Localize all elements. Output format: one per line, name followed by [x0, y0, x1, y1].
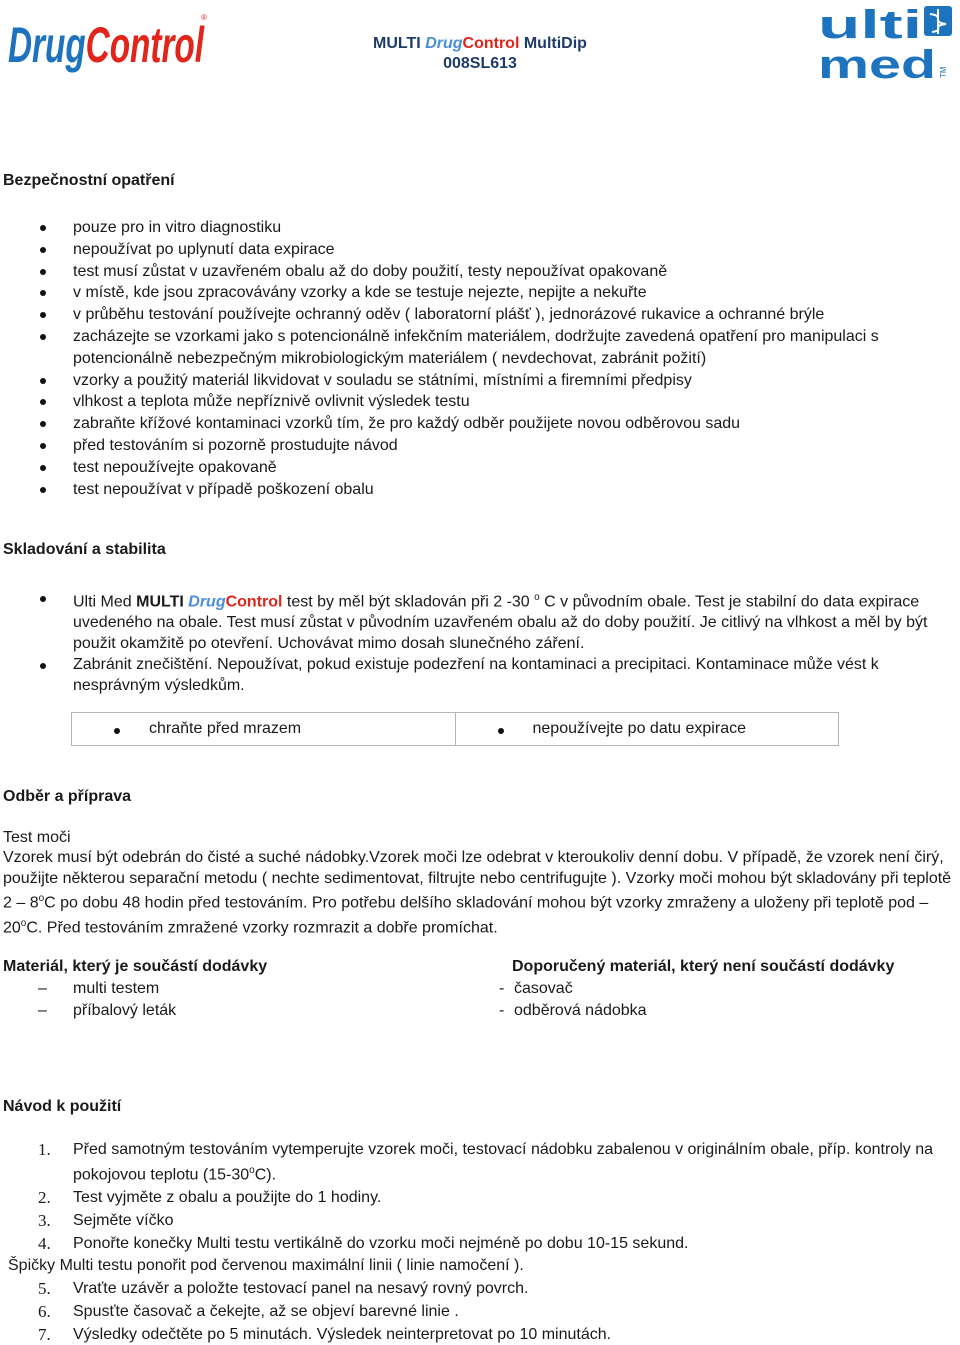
- bullet-icon: [40, 290, 46, 296]
- collection-subheading: Test moči: [3, 829, 71, 846]
- table-cell: chraňte před mrazem: [72, 713, 455, 745]
- table-cell: nepoužívejte po datu expirace: [455, 713, 839, 745]
- list-item: před testováním si pozorně prostudujte návod: [40, 435, 950, 457]
- safety-heading: Bezpečnostní opatření: [3, 172, 175, 189]
- bullet-icon: [40, 465, 46, 471]
- logo-med-text: med: [818, 43, 936, 80]
- included-item: – multi testem: [38, 980, 160, 997]
- instructions-steps: [8, 1139, 953, 1345]
- bullet-icon: [40, 443, 46, 449]
- safety-list: [40, 217, 950, 500]
- storage-list: [40, 588, 950, 696]
- bullet-icon: [40, 399, 46, 405]
- bullet-icon: [40, 334, 46, 340]
- step-item: 3. Sejměte víčko: [38, 1211, 174, 1231]
- bullet-icon: [40, 225, 46, 231]
- bullet-icon: [114, 728, 120, 734]
- bullet-icon: [498, 728, 504, 734]
- bullet-icon: [40, 312, 46, 318]
- logo-drug-text: Drug: [8, 17, 125, 73]
- svg-text:DrugControl: [8, 17, 205, 73]
- list-item: v místě, kde jsou zpracovávány vzorky a kde se testuje nejezte, nepijte a nekuřte: [40, 282, 950, 304]
- recommended-materials-heading: Doporučený materiál, který není součástí dodávky: [512, 958, 895, 975]
- logo-control-text: Cont: [85, 17, 200, 73]
- included-materials-heading: Materiál, který je součástí dodávky: [3, 958, 268, 975]
- list-item: vlhkost a teplota může nepříznivě ovlivnit výsledek testu: [40, 391, 950, 413]
- logo-ulti-text: ulti: [818, 4, 922, 47]
- trademark-mark: TM: [939, 66, 948, 78]
- bullet-icon: [40, 487, 46, 493]
- list-item: zabraňte křížové kontaminaci vzorků tím, že pro každý odběr použijete novou odběrovou sadu: [40, 413, 950, 435]
- bullet-icon: [40, 378, 46, 384]
- list-item: vzorky a použitý materiál likvidovat v souladu se státními, místními a firemními předpisy: [40, 370, 950, 392]
- list-item: pouze pro in vitro diagnostiku: [40, 217, 950, 239]
- list-item: Zabránit znečištění. Nepoužívat, pokud existuje podezření na kontaminaci a precipitaci. Kontaminace může vést k nesprávným výsledkům.: [40, 655, 950, 697]
- instructions-heading: Návod k použití: [3, 1098, 122, 1115]
- step-item: 1. Před samotným testováním vytemperujte vzorek moči, testovací nádobku zabalenou v originálním obale, příp. kontroly na pokojovou teplotu (15-30$^o$C).: [38, 1140, 933, 1184]
- bullet-icon: [40, 247, 46, 253]
- product-code: 008SL613: [443, 55, 517, 72]
- step-item: 4. Ponořte konečky Multi testu vertikálně do vzorku moči nejméně po dobu 10-15 sekund.: [38, 1234, 689, 1254]
- ultimed-logo: [818, 4, 954, 80]
- collection-paragraph: Vzorek musí být odebrán do čisté a suché nádobky.Vzorek moči lze odebrat v kteroukoliv denní dobu. V případě, že vzorek není čirý, použijte některou separační metodu ( nechte sedimentovat, filtrujte nebo centrifugujte ). Vzorky moči mohou být skladovány při teplotě 2 – 8$^o$C po dobu 48 hodin před testováním. Pro potřebu delšího skladování mohou být vzorky zmraženy a uloženy při teplotě pod – 20$^o$C. Před testováním zmražené vzorky rozmrazit a dobře promíchat.: [3, 849, 952, 937]
- registered-mark: ®: [201, 13, 207, 22]
- list-item: test nepoužívejte opakovaně: [40, 457, 950, 479]
- recommended-item: - odběrová nádobka: [499, 1002, 647, 1019]
- step-item: 5. Vraťte uzávěr a položte testovací panel na nesavý rovný povrch.: [38, 1279, 529, 1299]
- included-item: – příbalový leták: [38, 1002, 177, 1019]
- bullet-icon: [40, 663, 46, 669]
- list-item: test nepoužívat v případě poškození obalu: [40, 479, 950, 501]
- step-item: 6. Spusťte časovač a čekejte, až se objeví barevné linie .: [38, 1302, 459, 1322]
- step-item: 2. Test vyjměte z obalu a použijte do 1 hodiny.: [38, 1188, 382, 1208]
- list-item: Ulti Med MULTI DrugControl test by měl být skladován při 2 -30 $^o$ C v původním obale. Test je stabilní do data expirace uvedeného na obale. Test musí zůstat v původním uzavřeném obalu až do doby použití. Je citlivý na vlhkost a měl by být použit okamžitě po otevření. Uchovávat mimo dosah slunečného záření.: [40, 588, 950, 655]
- caduceus-icon: [924, 6, 952, 36]
- collection-heading: Odběr a příprava: [3, 788, 132, 805]
- step-item: 7. Výsledky odečtěte po 5 minutách. Výsledek neinterpretovat po 10 minutách.: [38, 1325, 612, 1345]
- step-item: Špičky Multi testu ponořit pod červenou maximální linii ( linie namočení ).: [8, 1257, 524, 1275]
- document-title: MULTI DrugControl MultiDip 008SL613: [300, 34, 660, 74]
- recommended-item: - časovač: [499, 980, 573, 997]
- storage-heading: Skladování a stabilita: [3, 541, 166, 558]
- list-item: v průběhu testování používejte ochranný oděv ( laboratorní plášť ), jednorázové rukavice a ochranné brýle: [40, 304, 950, 326]
- bullet-icon: [40, 596, 46, 602]
- bullet-icon: [40, 421, 46, 427]
- list-item: zacházejte se vzorkami jako s potencionálně infekčním materiálem, dodržujte zavedená opatření pro manipulaci s potencionálně nebezpečným mikrobiologickým materiálem ( nevdechovat, zabránit požití): [40, 326, 950, 370]
- list-item: nepoužívat po uplynutí data expirace: [40, 239, 950, 261]
- list-item: test musí zůstat v uzavřeném obalu až do doby použití, testy nepoužívat opakovaně: [40, 261, 950, 283]
- storage-warnings-table: [71, 712, 839, 746]
- drugcontrol-logo: [8, 6, 208, 76]
- bullet-icon: [40, 269, 46, 275]
